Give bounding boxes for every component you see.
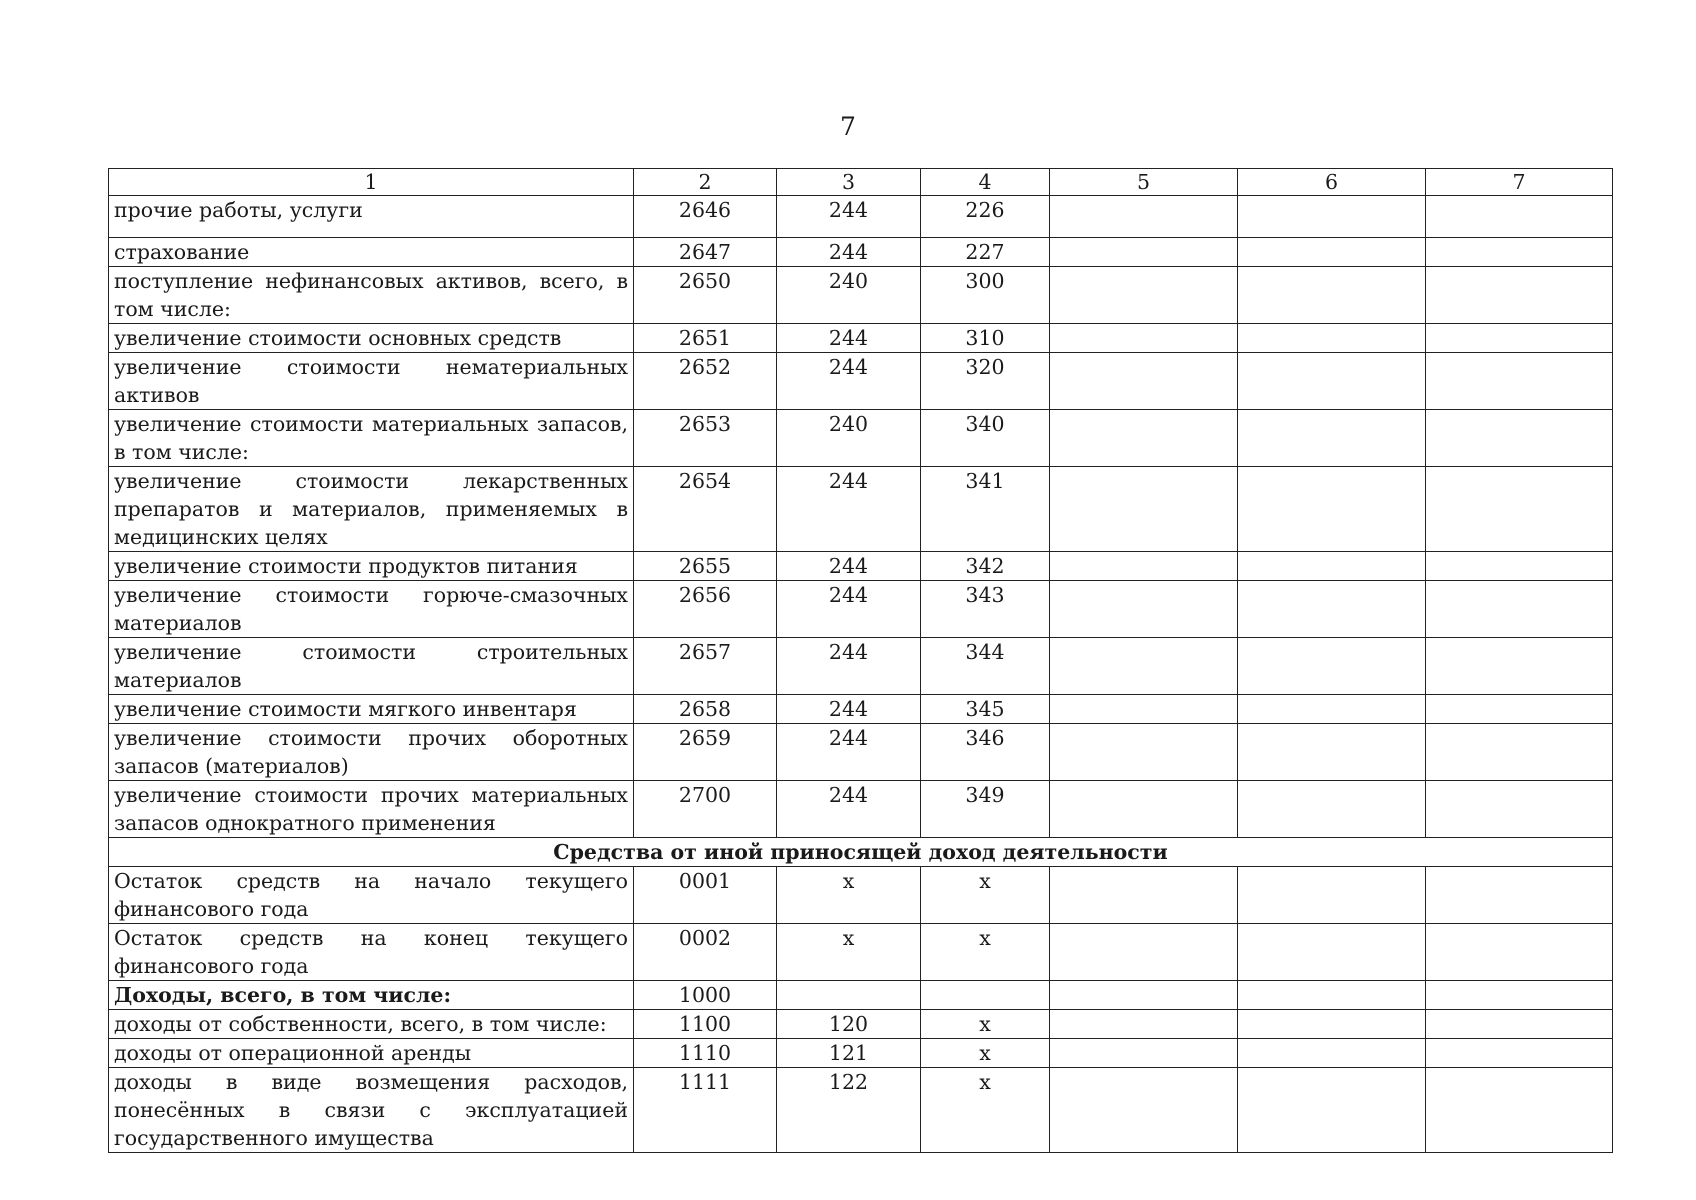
row-kind: 244 — [777, 196, 921, 238]
row-code: 1111 — [634, 1068, 777, 1153]
table-row — [109, 552, 1613, 581]
empty-cell — [1238, 267, 1426, 324]
row-kind: 244 — [777, 781, 921, 838]
empty-cell — [1050, 724, 1238, 781]
row-kind: 244 — [777, 724, 921, 781]
row-kind: 240 — [777, 267, 921, 324]
empty-cell — [1238, 324, 1426, 353]
empty-cell — [1238, 196, 1426, 238]
header-cell: 6 — [1238, 169, 1426, 196]
empty-cell — [1426, 724, 1613, 781]
empty-cell — [1238, 1068, 1426, 1153]
section-header-row — [109, 838, 1613, 867]
row-name: увеличение стоимости прочих оборотных запасов (материалов) — [109, 724, 634, 781]
empty-cell — [1050, 581, 1238, 638]
row-kosgu: 340 — [921, 410, 1050, 467]
table-row — [109, 267, 1613, 324]
row-name: прочие работы, услуги — [109, 196, 634, 238]
row-kosgu: 300 — [921, 267, 1050, 324]
row-kind — [777, 981, 921, 1010]
table-row — [109, 638, 1613, 695]
row-code: 2654 — [634, 467, 777, 552]
empty-cell — [1426, 196, 1613, 238]
empty-cell — [1050, 238, 1238, 267]
row-code: 2658 — [634, 695, 777, 724]
row-code: 2646 — [634, 196, 777, 238]
empty-cell — [1238, 981, 1426, 1010]
header-cell: 1 — [109, 169, 634, 196]
row-kosgu: 346 — [921, 724, 1050, 781]
table-row — [109, 695, 1613, 724]
row-kosgu: х — [921, 1068, 1050, 1153]
row-name: доходы в виде возмещения расходов, понесённых в связи с эксплуатацией государственного имущества — [109, 1068, 634, 1153]
row-name: увеличение стоимости мягкого инвентаря — [109, 695, 634, 724]
table-row — [109, 353, 1613, 410]
empty-cell — [1426, 1068, 1613, 1153]
row-name: увеличение стоимости горюче-смазочных материалов — [109, 581, 634, 638]
row-kosgu: 343 — [921, 581, 1050, 638]
row-name: страхование — [109, 238, 634, 267]
table-row — [109, 867, 1613, 924]
empty-cell — [1050, 467, 1238, 552]
empty-cell — [1426, 353, 1613, 410]
table-row — [109, 410, 1613, 467]
empty-cell — [1050, 1068, 1238, 1153]
header-cell: 2 — [634, 169, 777, 196]
empty-cell — [1050, 552, 1238, 581]
row-code: 1110 — [634, 1039, 777, 1068]
empty-cell — [1238, 1039, 1426, 1068]
empty-cell — [1426, 467, 1613, 552]
empty-cell — [1426, 552, 1613, 581]
row-name: доходы от операционной аренды — [109, 1039, 634, 1068]
row-code: 2655 — [634, 552, 777, 581]
row-kosgu: 349 — [921, 781, 1050, 838]
row-kind: 244 — [777, 581, 921, 638]
header-cell: 5 — [1050, 169, 1238, 196]
empty-cell — [1050, 353, 1238, 410]
empty-cell — [1238, 867, 1426, 924]
header-cell: 7 — [1426, 169, 1613, 196]
empty-cell — [1426, 1010, 1613, 1039]
empty-cell — [1426, 867, 1613, 924]
row-name: увеличение стоимости лекарственных препаратов и материалов, применяемых в медицинских целях — [109, 467, 634, 552]
row-code: 1100 — [634, 1010, 777, 1039]
empty-cell — [1426, 638, 1613, 695]
empty-cell — [1050, 1010, 1238, 1039]
empty-cell — [1426, 410, 1613, 467]
row-kosgu: х — [921, 924, 1050, 981]
empty-cell — [1050, 781, 1238, 838]
row-code: 2650 — [634, 267, 777, 324]
empty-cell — [1426, 324, 1613, 353]
empty-cell — [1050, 695, 1238, 724]
row-kind: 240 — [777, 410, 921, 467]
table-row — [109, 467, 1613, 552]
row-kind: 244 — [777, 552, 921, 581]
table-row — [109, 1010, 1613, 1039]
table-row — [109, 781, 1613, 838]
empty-cell — [1426, 1039, 1613, 1068]
row-name: увеличение стоимости материальных запасов, в том числе: — [109, 410, 634, 467]
row-code: 2700 — [634, 781, 777, 838]
row-code: 2653 — [634, 410, 777, 467]
empty-cell — [1426, 924, 1613, 981]
table-row — [109, 981, 1613, 1010]
row-kosgu: 341 — [921, 467, 1050, 552]
empty-cell — [1426, 267, 1613, 324]
row-kosgu — [921, 981, 1050, 1010]
empty-cell — [1426, 695, 1613, 724]
row-name: Остаток средств на начало текущего финансового года — [109, 867, 634, 924]
row-name: поступление нефинансовых активов, всего, в том числе: — [109, 267, 634, 324]
empty-cell — [1238, 410, 1426, 467]
row-kosgu: х — [921, 1010, 1050, 1039]
empty-cell — [1050, 324, 1238, 353]
row-name: увеличение стоимости нематериальных активов — [109, 353, 634, 410]
empty-cell — [1426, 581, 1613, 638]
empty-cell — [1050, 267, 1238, 324]
empty-cell — [1426, 781, 1613, 838]
row-code: 1000 — [634, 981, 777, 1010]
row-code: 2659 — [634, 724, 777, 781]
row-kind: 244 — [777, 467, 921, 552]
empty-cell — [1050, 410, 1238, 467]
row-name: увеличение стоимости прочих материальных запасов однократного применения — [109, 781, 634, 838]
row-kosgu: 226 — [921, 196, 1050, 238]
row-kind: 122 — [777, 1068, 921, 1153]
row-kind: 244 — [777, 324, 921, 353]
row-kosgu: 345 — [921, 695, 1050, 724]
row-kind: 120 — [777, 1010, 921, 1039]
row-name: увеличение стоимости продуктов питания — [109, 552, 634, 581]
budget-table — [108, 168, 1613, 1153]
row-kind: 121 — [777, 1039, 921, 1068]
row-kind: 244 — [777, 238, 921, 267]
row-code: 2652 — [634, 353, 777, 410]
row-name: Остаток средств на конец текущего финансового года — [109, 924, 634, 981]
empty-cell — [1238, 238, 1426, 267]
empty-cell — [1050, 1039, 1238, 1068]
row-kosgu: 344 — [921, 638, 1050, 695]
empty-cell — [1050, 196, 1238, 238]
empty-cell — [1238, 924, 1426, 981]
row-kosgu: 310 — [921, 324, 1050, 353]
empty-cell — [1238, 467, 1426, 552]
section-title: Средства от иной приносящей доход деятельности — [109, 838, 1613, 867]
table-row — [109, 238, 1613, 267]
empty-cell — [1050, 981, 1238, 1010]
row-code: 2651 — [634, 324, 777, 353]
row-code: 0002 — [634, 924, 777, 981]
table-row — [109, 724, 1613, 781]
table-row — [109, 196, 1613, 238]
empty-cell — [1238, 724, 1426, 781]
empty-cell — [1238, 781, 1426, 838]
empty-cell — [1050, 638, 1238, 695]
header-cell: 3 — [777, 169, 921, 196]
row-kosgu: х — [921, 867, 1050, 924]
row-code: 0001 — [634, 867, 777, 924]
header-row — [109, 169, 1613, 196]
row-kind: 244 — [777, 695, 921, 724]
header-cell: 4 — [921, 169, 1050, 196]
empty-cell — [1238, 581, 1426, 638]
empty-cell — [1050, 924, 1238, 981]
row-kind: х — [777, 867, 921, 924]
row-kosgu: х — [921, 1039, 1050, 1068]
empty-cell — [1238, 353, 1426, 410]
row-code: 2656 — [634, 581, 777, 638]
row-kind: 244 — [777, 353, 921, 410]
row-name: Доходы, всего, в том числе: — [109, 981, 634, 1010]
table-row — [109, 324, 1613, 353]
empty-cell — [1238, 695, 1426, 724]
row-name: увеличение стоимости основных средств — [109, 324, 634, 353]
table-row — [109, 1039, 1613, 1068]
empty-cell — [1426, 981, 1613, 1010]
empty-cell — [1238, 552, 1426, 581]
empty-cell — [1238, 1010, 1426, 1039]
row-name: увеличение стоимости строительных материалов — [109, 638, 634, 695]
row-code: 2647 — [634, 238, 777, 267]
row-kind: х — [777, 924, 921, 981]
row-kosgu: 320 — [921, 353, 1050, 410]
row-code: 2657 — [634, 638, 777, 695]
empty-cell — [1426, 238, 1613, 267]
table-row — [109, 924, 1613, 981]
row-kind: 244 — [777, 638, 921, 695]
row-kosgu: 227 — [921, 238, 1050, 267]
table-row — [109, 581, 1613, 638]
row-name: доходы от собственности, всего, в том числе: — [109, 1010, 634, 1039]
page-number: 7 — [840, 112, 856, 141]
empty-cell — [1238, 638, 1426, 695]
row-kosgu: 342 — [921, 552, 1050, 581]
table-row — [109, 1068, 1613, 1153]
empty-cell — [1050, 867, 1238, 924]
